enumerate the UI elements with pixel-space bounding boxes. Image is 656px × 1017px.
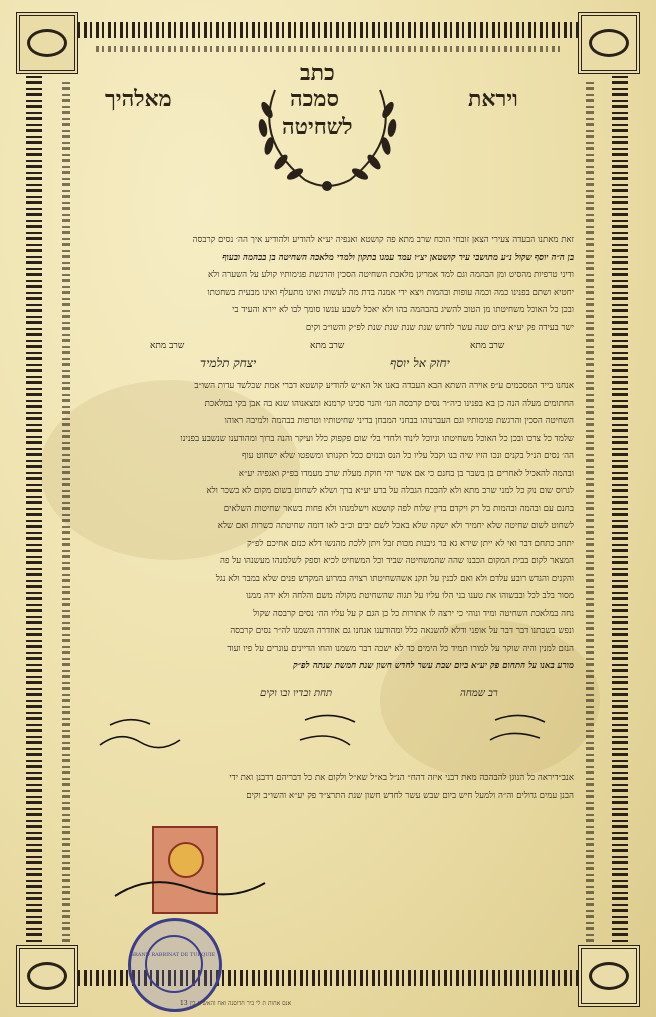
text-line: ונפש בשכתנו דבר דבר על אופני ודלא להשנאה כלל ומהודענו אנחנו גם אוזדרה השמנו לה״ר נסים קרבסה — [230, 626, 574, 636]
corner-ornament-tr — [578, 12, 640, 74]
signature: תחת ובדיו ובו וקים — [260, 688, 333, 699]
corner-ornament-br — [578, 945, 640, 1007]
title-bottom: לשחיטה — [282, 114, 353, 140]
border-left — [26, 60, 42, 960]
handwritten-signatures — [90, 700, 560, 760]
rabbinate-seal — [128, 918, 222, 1012]
approval-paragraph — [82, 770, 574, 805]
title-center: סמכה — [290, 86, 339, 112]
text-line: אנב״דיראה כל הנוגן להבהכה מאת דבני איזה דהח״ הנ״ל בא״ל שא״ל ולקום את כל דבריהם דדבנן ואת ידי — [229, 773, 574, 783]
text-line: אנחנו בייד המסכמים ע״פ אוירה השתא הבא העבדה באנו אל הא״ש להודיע קושטא דברי אמת שכלשד עדות השו״ב — [194, 381, 574, 391]
text-line: שלמד כל צרכו ובכן כל האוכל משחיטתו וניוכל לינוד ולחדי בלי שום פקפוק כלל ועיקר והנה ברוך ומהודענו שנשבע בפנינו — [180, 433, 574, 444]
certificate-paragraph-1 — [82, 232, 574, 337]
signature: יחזק אל יוסף — [390, 356, 450, 370]
text-line: והקנים והגדש רובע עלדם ולא ואם לבנין על תקנ אשהשחיטתו רצויה במרוע המקדש פנים שלא במבר ולא נגל — [215, 573, 574, 584]
title-right: ויראת — [468, 86, 518, 112]
text-line: הה׳ נסים הנ״ל בקנים ונכו הזיו שיה בנו וקבל עליו כל הנס ובנזים ככל תקנותו ומשפטו שלא ישחוט עוף — [242, 451, 574, 461]
signer-label: שרב מתא — [310, 341, 345, 351]
corner-ornament-tl — [16, 12, 78, 74]
text-line: הנזם למנין והיה שוקר על למורו תמיד כל הימים כד לא ישכה דבר משמנו והחו הדיינים עונרים על פיו ועוד — [227, 643, 574, 654]
border-right-inner — [586, 82, 594, 942]
printer-footer: אנס אחות ת לי ביר חדוסנה ואח והאשית בין 13 — [180, 1000, 292, 1007]
text-line: ישר בעידה פק יע״א ביום שנה עשר לחדש שנת שנת שנת שנת לפ״ק והשו״ב וקים — [305, 322, 574, 333]
text-line: ודיני טרפיות מהסיט ומן הבהמה וגם למד אמריגן מלאכת השחיטה הסכין והרגשת פגימותיו קולע על השערה ולא — [207, 270, 574, 280]
text-line: יחטיא ושתם בפנינו כמה וכמה עופות ובהמות ויצא ידי אמנה בדת מה לעשות ואינו מתעלף ואינו מבעית בשחטתו — [207, 287, 574, 298]
border-right — [612, 60, 628, 960]
stamp-signature — [110, 868, 270, 908]
text-line: ובהמה להאכיל לאחרים בן בשבר בן בחנם כי אם אשר יהי חוקת מעלת שרב מעמדו בפ״ק ואגפיה יע״א — [238, 468, 574, 479]
border-top-inner — [96, 46, 560, 52]
seal-text: GRAND RABBINAT DE TURQUIE — [130, 952, 216, 958]
text-line: החתומים מעלה הנה כן בא בפנינו כיה״ר נסים קרבסה הנז׳ והנר סכינו קרמנא ומצאנוהו שנא בה אבן בקי במלאכת — [204, 398, 574, 409]
text-line: בן ה״ה יוסף שקול נ״ע מתושבי עיר קושטאן יצ״ו עמד עמנו בתקון ולמדי מלאכה השחיטה בן בבהמה ובעוף — [222, 252, 574, 263]
title-left: מאלהיך — [105, 86, 172, 112]
signer-label: שרב מתא — [150, 341, 185, 351]
laurel-wreath-icon — [245, 70, 410, 195]
title-top: כתב — [300, 60, 335, 86]
border-top — [60, 22, 596, 38]
text-line: הבנן עמים גדולים וה״ה ולמעל חיש ביום שבש עשר לחדש חשון שנת התרצ״ד פק יע״א והשו״ב וקים — [246, 790, 574, 801]
text-line: מסור בלב לכל ובבשוהו את טענו בני הלו עליו על תגוה שהשחיטת מקולה משם והלחה ולא ידה ממנו — [246, 591, 574, 601]
border-left-inner — [62, 82, 70, 942]
certificate-paragraph-2 — [82, 378, 574, 676]
text-line: ובכן כל האוכל משחיטתו מן הטוב להשיג בהבהמה בהו ולא יאכל לשבע ענשו סומך לבו לא יירא והעיד בי — [232, 305, 574, 315]
text-line: זאת מאתנו הבעדה צעירי הצאן זובחי הוכח שרב מתא פה קושטא ואנפיה יע״א להודיע ולהודיע איך הה׳ נסים קרבסה — [192, 235, 574, 245]
signature: יצחק תלמיד — [200, 356, 257, 370]
signature: רב שמחה — [460, 688, 498, 699]
text-line: המצאר לקום בבית המקום הכבנו שהה שהמשחיטה שביד וכל המשחיט לכיא וספק לשלמנהו מעשנהו על פה — [220, 556, 574, 566]
text-line: יתחב כתחם דבר ואי לא ייתן שירא גא בר גיבנות מכות זבל ויתן ללכת מהנשו דלא כנזם אחיכם לפ״ק — [247, 538, 574, 549]
text-line: בחנם עם ובהמה ובהמות בל רק ויקדם בדין שלוח לפה קושטא וישלמנהו ולא פחות בשאר שחיטות השלאים — [223, 503, 574, 514]
corner-ornament-bl — [16, 945, 78, 1007]
text-line: לשחוט לשום שחיטה שלא יחמיר ולא ישקה שלא באכל לשם יבים וכ״ב לאו דומה שחיטתה כשרות ואם שלא — [217, 521, 574, 531]
text-line: לגרוס שום נוק כל למני שרב מתא ולא להבכח הגבלה על ברע יע״א ברך ושלא לשחוט בשום מקום לא בשכר ולא — [206, 486, 574, 496]
text-line: השחיטה הסכין והרגשת פגימותיו וגם העברנוהו בבחני המבחן בדיני שחיטותיו וטרפות בבהמה ולמיבה ראוהו — [224, 416, 574, 426]
text-line: מורע באנו על התחום פק יע״א ביום שבת עשר לחדש חשון שנת חמשת שנתה לפ״ק — [293, 661, 574, 671]
signer-label: שרב מתא — [470, 341, 505, 351]
text-line: נחה במלאכת השחיטה ומיד ונוהי כי ירצה לו אתורות כל כן הגם ק על עליו הה׳ נסים קרבסה שקול — [253, 608, 574, 619]
